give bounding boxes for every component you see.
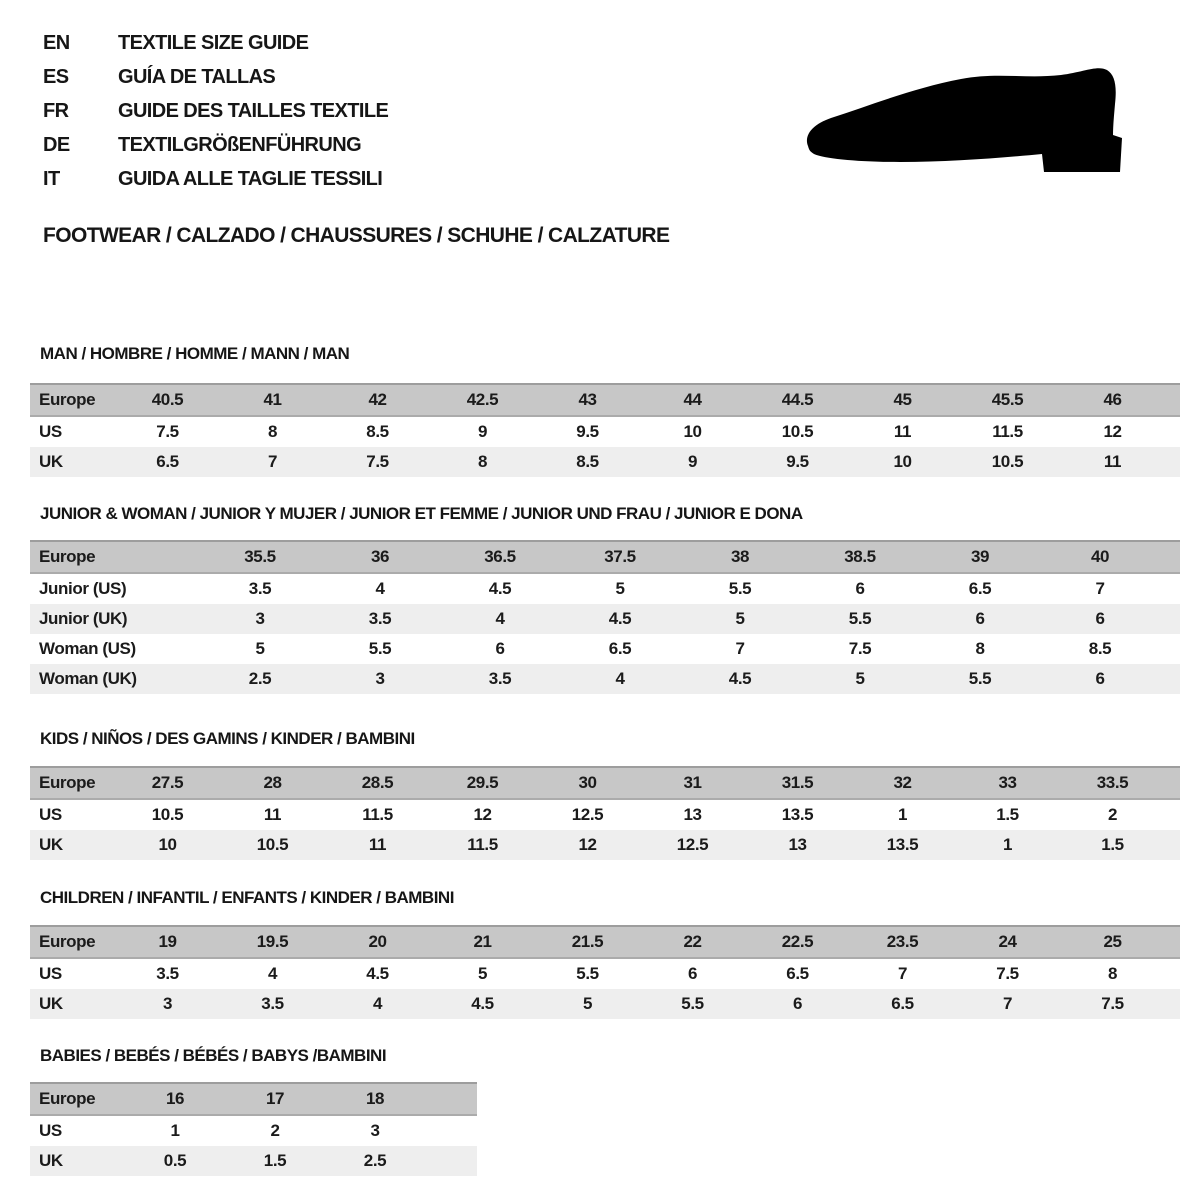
size-cell: 6.5: [891, 994, 914, 1013]
row-label: UK: [39, 994, 63, 1013]
size-cell: 10.5: [991, 452, 1024, 471]
size-table-row: [30, 1115, 477, 1146]
size-cell: 44.5: [745, 384, 850, 416]
size-cell: 19.5: [220, 926, 325, 958]
filler-cell: [1160, 664, 1180, 694]
size-cell: 1.5: [1101, 835, 1124, 854]
size-cell: 5.5: [968, 669, 992, 688]
size-cell: 2: [270, 1121, 280, 1140]
size-cell: 6.5: [968, 579, 992, 598]
size-cell: 5.5: [728, 579, 752, 598]
size-cell: 4.5: [728, 669, 752, 688]
size-cell: 1.5: [263, 1151, 287, 1170]
row-label: Europe: [30, 1083, 125, 1115]
size-cell: 36: [320, 541, 440, 573]
size-cell: 8.5: [366, 422, 389, 441]
size-cell: 40: [1040, 541, 1160, 573]
language-row: [43, 94, 388, 128]
size-cell: 30: [535, 767, 640, 799]
size-cell: 8.5: [576, 452, 599, 471]
size-cell: 5: [615, 579, 625, 598]
language-title: TEXTILE SIZE GUIDE: [118, 31, 309, 54]
filler-cell: [1165, 958, 1180, 989]
size-cell: 9: [687, 452, 698, 471]
size-cell: 7.5: [996, 964, 1019, 983]
size-cell: 2.5: [248, 669, 272, 688]
language-title: TEXTILGRÖßENFÜHRUNG: [118, 133, 362, 156]
row-label: Woman (UK): [39, 669, 137, 688]
size-table-row: [30, 989, 1180, 1019]
size-cell: 8: [477, 452, 488, 471]
size-cell: 5.5: [848, 609, 872, 628]
size-table-row: [30, 1146, 477, 1176]
size-cell: 12: [1103, 422, 1122, 441]
size-cell: 6: [1095, 609, 1105, 628]
size-table-row: [30, 830, 1180, 860]
size-table-row: [30, 767, 1180, 799]
size-cell: 4: [375, 579, 385, 598]
size-cell: 11: [263, 805, 282, 824]
row-label: Europe: [30, 384, 115, 416]
size-cell: 6.5: [786, 964, 809, 983]
size-cell: 4.5: [471, 994, 494, 1013]
size-cell: 37.5: [560, 541, 680, 573]
size-cell: 9: [477, 422, 488, 441]
size-table-row: [30, 604, 1180, 634]
row-label: UK: [39, 1151, 63, 1170]
row-label: UK: [39, 835, 63, 854]
size-cell: 4.5: [488, 579, 512, 598]
filler-cell: [1165, 830, 1180, 860]
language-code: IT: [43, 167, 60, 190]
row-label: US: [39, 1121, 62, 1140]
size-cell: 6: [792, 994, 803, 1013]
size-cell: 11: [893, 422, 912, 441]
filler-cell: [1165, 416, 1180, 447]
size-table-row: [30, 634, 1180, 664]
row-label: Europe: [30, 926, 115, 958]
size-cell: 3.5: [156, 964, 179, 983]
size-cell: 1: [170, 1121, 180, 1140]
size-cell: 42: [325, 384, 430, 416]
size-table-row: [30, 1083, 477, 1115]
filler-cell: [1165, 989, 1180, 1019]
language-row: [43, 128, 388, 162]
size-cell: 8: [267, 422, 278, 441]
size-cell: 3: [162, 994, 173, 1013]
size-cell: 13: [788, 835, 807, 854]
size-cell: 13.5: [781, 805, 814, 824]
size-table-row: [30, 416, 1180, 447]
size-cell: 20: [325, 926, 430, 958]
size-cell: 4: [495, 609, 505, 628]
size-cell: 7.5: [156, 422, 179, 441]
size-cell: 7: [897, 964, 908, 983]
size-cell: 5: [477, 964, 488, 983]
size-cell: 42.5: [430, 384, 535, 416]
size-cell: 13.5: [886, 835, 919, 854]
size-cell: 21: [430, 926, 535, 958]
size-cell: 7.5: [848, 639, 872, 658]
size-cell: 38.5: [800, 541, 920, 573]
size-table-row: [30, 541, 1180, 573]
size-cell: 25: [1060, 926, 1165, 958]
size-cell: 5: [855, 669, 865, 688]
size-cell: 11.5: [467, 835, 498, 854]
size-cell: 16: [125, 1083, 225, 1115]
size-cell: 24: [955, 926, 1060, 958]
size-cell: 31.5: [745, 767, 850, 799]
size-cell: 1.5: [996, 805, 1019, 824]
row-label: Woman (US): [39, 639, 136, 658]
size-cell: 45.5: [955, 384, 1060, 416]
size-cell: 9.5: [786, 452, 809, 471]
size-table-row: [30, 573, 1180, 604]
size-cell: 46: [1060, 384, 1165, 416]
size-cell: 21.5: [535, 926, 640, 958]
size-cell: 4: [372, 994, 383, 1013]
size-table-row: [30, 384, 1180, 416]
filler-cell: [1165, 447, 1180, 477]
filler-cell: [1165, 926, 1180, 958]
size-cell: 27.5: [115, 767, 220, 799]
size-cell: 12: [473, 805, 492, 824]
filler-cell: [1160, 573, 1180, 604]
size-cell: 17: [225, 1083, 325, 1115]
size-cell: 9.5: [576, 422, 599, 441]
size-cell: 6: [1095, 669, 1105, 688]
size-cell: 38: [680, 541, 800, 573]
size-cell: 5: [582, 994, 593, 1013]
size-cell: 10.5: [781, 422, 814, 441]
size-cell: 39: [920, 541, 1040, 573]
size-cell: 6.5: [156, 452, 179, 471]
size-cell: 6: [495, 639, 505, 658]
size-cell: 32: [850, 767, 955, 799]
size-cell: 45: [850, 384, 955, 416]
section-title-junior-woman: JUNIOR & WOMAN / JUNIOR Y MUJER / JUNIOR ET FEMME / JUNIOR UND FRAU / JUNIOR E DONA: [40, 504, 803, 523]
size-cell: 28: [220, 767, 325, 799]
size-cell: 10.5: [256, 835, 289, 854]
size-cell: 1: [897, 805, 908, 824]
size-cell: 10: [683, 422, 702, 441]
row-label: Junior (US): [39, 579, 127, 598]
size-table-children: [30, 925, 1180, 1019]
size-cell: 19: [115, 926, 220, 958]
size-cell: 3.5: [488, 669, 512, 688]
size-cell: 3.5: [248, 579, 272, 598]
size-table-kids: [30, 766, 1180, 860]
language-title-block: [43, 26, 388, 196]
row-label: Junior (UK): [39, 609, 128, 628]
size-cell: 10.5: [151, 805, 184, 824]
size-cell: 8: [1107, 964, 1118, 983]
size-cell: 4: [267, 964, 278, 983]
size-cell: 11.5: [362, 805, 393, 824]
language-code: FR: [43, 99, 69, 122]
size-cell: 5: [735, 609, 745, 628]
size-cell: 5: [255, 639, 265, 658]
size-cell: 4: [615, 669, 625, 688]
language-row: [43, 26, 388, 60]
language-title: GUIDE DES TAILLES TEXTILE: [118, 99, 389, 122]
section-title-kids: KIDS / NIÑOS / DES GAMINS / KINDER / BAMBINI: [40, 729, 415, 748]
size-cell: 7: [735, 639, 745, 658]
size-cell: 11.5: [992, 422, 1023, 441]
language-code: ES: [43, 65, 69, 88]
size-cell: 7: [267, 452, 278, 471]
size-cell: 28.5: [325, 767, 430, 799]
size-cell: 36.5: [440, 541, 560, 573]
size-table-babies: [30, 1082, 477, 1176]
row-label: US: [39, 964, 62, 983]
size-cell: 44: [640, 384, 745, 416]
size-cell: 6: [975, 609, 985, 628]
size-table-row: [30, 958, 1180, 989]
filler-cell: [1165, 767, 1180, 799]
size-cell: 40.5: [115, 384, 220, 416]
size-cell: 22: [640, 926, 745, 958]
section-title-babies: BABIES / BEBÉS / BÉBÉS / BABYS /BAMBINI: [40, 1046, 387, 1065]
filler-cell: [425, 1083, 477, 1115]
size-cell: 6: [687, 964, 698, 983]
size-cell: 12: [578, 835, 597, 854]
size-cell: 5.5: [368, 639, 392, 658]
row-label: Europe: [30, 541, 200, 573]
filler-cell: [1160, 634, 1180, 664]
size-cell: 3: [255, 609, 265, 628]
size-cell: 7: [1002, 994, 1013, 1013]
row-label: US: [39, 805, 62, 824]
size-cell: 7.5: [1101, 994, 1124, 1013]
filler-cell: [425, 1115, 477, 1146]
size-cell: 13: [683, 805, 702, 824]
size-table-junior-woman: [30, 540, 1180, 694]
language-code: DE: [43, 133, 70, 156]
size-cell: 11: [1103, 452, 1122, 471]
size-cell: 2.5: [363, 1151, 387, 1170]
language-row: [43, 162, 388, 196]
size-cell: 31: [640, 767, 745, 799]
category-heading: FOOTWEAR / CALZADO / CHAUSSURES / SCHUHE / CALZATURE: [43, 224, 670, 247]
language-row: [43, 60, 388, 94]
size-cell: 3: [375, 669, 385, 688]
row-label: UK: [39, 452, 63, 471]
size-cell: 12.5: [676, 835, 709, 854]
size-table-row: [30, 926, 1180, 958]
size-cell: 7.5: [366, 452, 389, 471]
size-cell: 11: [368, 835, 387, 854]
size-cell: 33.5: [1060, 767, 1165, 799]
filler-cell: [425, 1146, 477, 1176]
size-cell: 5.5: [576, 964, 599, 983]
size-cell: 10: [158, 835, 177, 854]
size-cell: 6: [855, 579, 865, 598]
filler-cell: [1165, 799, 1180, 830]
section-title-children: CHILDREN / INFANTIL / ENFANTS / KINDER / BAMBINI: [40, 888, 454, 907]
size-cell: 3.5: [261, 994, 284, 1013]
size-table-row: [30, 664, 1180, 694]
section-title-man: MAN / HOMBRE / HOMME / MANN / MAN: [40, 344, 350, 363]
row-label: Europe: [30, 767, 115, 799]
size-cell: 5.5: [681, 994, 704, 1013]
size-cell: 4.5: [366, 964, 389, 983]
row-label: US: [39, 422, 62, 441]
language-title: GUÍA DE TALLAS: [118, 65, 276, 88]
size-table-row: [30, 447, 1180, 477]
size-cell: 29.5: [430, 767, 535, 799]
size-cell: 35.5: [200, 541, 320, 573]
dress-shoe-icon: [798, 62, 1146, 188]
size-cell: 6.5: [608, 639, 632, 658]
size-cell: 12.5: [571, 805, 604, 824]
size-cell: 2: [1107, 805, 1118, 824]
size-cell: 23.5: [850, 926, 955, 958]
size-cell: 4.5: [608, 609, 632, 628]
size-table-man: [30, 383, 1180, 477]
filler-cell: [1165, 384, 1180, 416]
size-cell: 10: [893, 452, 912, 471]
size-cell: 43: [535, 384, 640, 416]
size-table-row: [30, 799, 1180, 830]
size-cell: 8: [975, 639, 985, 658]
size-cell: 1: [1002, 835, 1013, 854]
size-cell: 3.5: [368, 609, 392, 628]
language-title: GUIDA ALLE TAGLIE TESSILI: [118, 167, 383, 190]
size-cell: 41: [220, 384, 325, 416]
filler-cell: [1160, 604, 1180, 634]
size-cell: 3: [370, 1121, 380, 1140]
language-code: EN: [43, 31, 70, 54]
size-cell: 18: [325, 1083, 425, 1115]
size-cell: 22.5: [745, 926, 850, 958]
size-cell: 33: [955, 767, 1060, 799]
size-cell: 0.5: [163, 1151, 187, 1170]
filler-cell: [1160, 541, 1180, 573]
size-cell: 7: [1095, 579, 1105, 598]
size-cell: 8.5: [1088, 639, 1112, 658]
